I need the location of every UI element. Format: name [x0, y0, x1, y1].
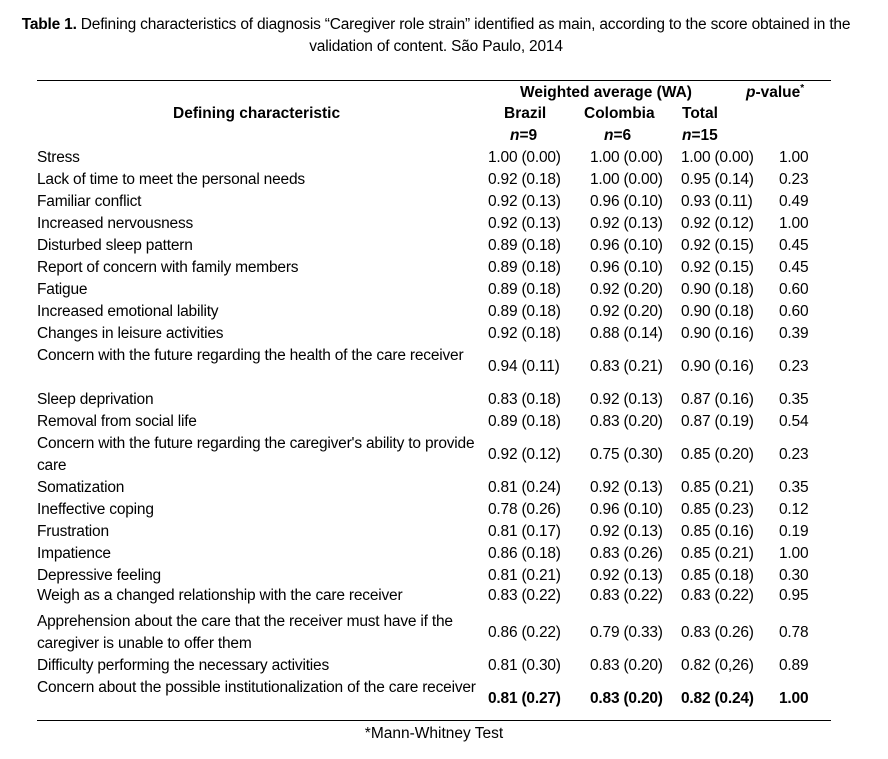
- brazil-value: 0.81 (0.27): [488, 690, 561, 707]
- brazil-value: 0.78 (0.26): [488, 501, 561, 518]
- colombia-value: 1.00 (0.00): [590, 171, 663, 188]
- colombia-value: 0.96 (0.10): [590, 237, 663, 254]
- table-row: [0, 433, 888, 477]
- total-value: 0.85 (0.20): [681, 446, 754, 463]
- table-row: [0, 611, 888, 655]
- brazil-value: 0.81 (0.24): [488, 479, 561, 496]
- total-value: 0.87 (0.16): [681, 391, 754, 408]
- characteristic-label: Difficulty performing the necessary activities: [37, 657, 330, 674]
- table-row: [0, 301, 888, 323]
- total-value: 0.87 (0.19): [681, 413, 754, 430]
- characteristic-label: Impatience: [37, 545, 111, 562]
- p-value-mark: *: [800, 82, 805, 94]
- colombia-value: 1.00 (0.00): [590, 149, 663, 166]
- characteristic-label: Concern about the possible institutionalization of the care receiver: [37, 679, 476, 696]
- table-row: [0, 323, 888, 345]
- brazil-value: 0.92 (0.13): [488, 215, 561, 232]
- colombia-value: 0.92 (0.20): [590, 303, 663, 320]
- characteristic-label: Concern with the future regarding the caregiver's ability to provide care: [37, 435, 475, 474]
- p-value: 0.23: [779, 446, 809, 463]
- total-value: 0.85 (0.21): [681, 479, 754, 496]
- characteristic-label: Increased nervousness: [37, 215, 194, 232]
- colombia-value: 0.75 (0.30): [590, 446, 663, 463]
- characteristic-label: Changes in leisure activities: [37, 325, 224, 342]
- p-value: 0.19: [779, 523, 809, 540]
- table-row: [0, 147, 888, 169]
- total-value: 0.85 (0.21): [681, 545, 754, 562]
- p-value: 0.45: [779, 259, 809, 276]
- brazil-value: 0.92 (0.13): [488, 193, 561, 210]
- colombia-value: 0.96 (0.10): [590, 259, 663, 276]
- total-value: 0.85 (0.18): [681, 567, 754, 584]
- characteristic-label: Apprehension about the care that the receiver must have if the caregiver is unable to offer them: [37, 613, 453, 652]
- colombia-value: 0.83 (0.22): [590, 587, 663, 604]
- total-value: 0.85 (0.23): [681, 501, 754, 518]
- top-rule: [37, 80, 831, 81]
- total-value: 0.83 (0.22): [681, 587, 754, 604]
- characteristic-label: Familiar conflict: [37, 193, 142, 210]
- total-value: 0.92 (0.15): [681, 237, 754, 254]
- colombia-value: 0.83 (0.20): [590, 657, 663, 674]
- brazil-value: 0.83 (0.18): [488, 391, 561, 408]
- brazil-value: 0.89 (0.18): [488, 237, 561, 254]
- colombia-n: n=6: [604, 127, 632, 144]
- total-value: 0.92 (0.15): [681, 259, 754, 276]
- characteristic-label: Weigh as a changed relationship with the care receiver: [37, 587, 403, 604]
- table-row: [0, 543, 888, 565]
- brazil-value: 0.92 (0.18): [488, 171, 561, 188]
- total-value: 0.93 (0.11): [681, 193, 753, 210]
- colombia-value: 0.92 (0.13): [590, 567, 663, 584]
- colombia-value: 0.88 (0.14): [590, 325, 663, 342]
- table-row: [0, 411, 888, 433]
- table-row: [0, 521, 888, 543]
- brazil-value: 0.89 (0.18): [488, 259, 561, 276]
- colombia-value: 0.83 (0.20): [590, 413, 663, 430]
- total-value: 0.90 (0.16): [681, 325, 754, 342]
- colombia-value: 0.96 (0.10): [590, 501, 663, 518]
- table-row: [0, 499, 888, 521]
- characteristic-label: Somatization: [37, 479, 125, 496]
- table-row: [0, 191, 888, 213]
- table-row: [0, 565, 888, 584]
- p-value: 0.89: [779, 657, 809, 674]
- p-value: 0.30: [779, 567, 809, 584]
- colombia-value: 0.96 (0.10): [590, 193, 663, 210]
- characteristic-label: Disturbed sleep pattern: [37, 237, 193, 254]
- colombia-header: Colombia: [584, 105, 655, 122]
- p-value: 0.78: [779, 624, 809, 641]
- total-value: 0.90 (0.18): [681, 303, 754, 320]
- colombia-value: 0.92 (0.13): [590, 391, 663, 408]
- characteristic-label: Fatigue: [37, 281, 88, 298]
- colombia-value: 0.92 (0.20): [590, 281, 663, 298]
- characteristic-label: Depressive feeling: [37, 567, 161, 584]
- table-footnote: *Mann-Whitney Test: [364, 725, 504, 742]
- total-value: 0.82 (0,26): [681, 657, 754, 674]
- total-value: 0.83 (0.26): [681, 624, 754, 641]
- brazil-value: 0.83 (0.22): [488, 587, 561, 604]
- p-value: 0.35: [779, 479, 809, 496]
- colombia-value: 0.92 (0.13): [590, 479, 663, 496]
- brazil-header: Brazil: [504, 105, 547, 122]
- p-value: 0.39: [779, 325, 809, 342]
- table-row: [0, 389, 888, 411]
- p-value: 0.95: [779, 587, 809, 604]
- colombia-value: 0.83 (0.20): [590, 690, 663, 707]
- characteristic-label: Report of concern with family members: [37, 259, 299, 276]
- p-value-header: [746, 83, 804, 103]
- total-value: 0.82 (0.24): [681, 690, 754, 707]
- table-row: [0, 279, 888, 301]
- characteristic-label: Lack of time to meet the personal needs: [37, 171, 305, 188]
- brazil-n: n=9: [510, 127, 538, 144]
- table-row: [0, 213, 888, 235]
- total-value: 0.90 (0.16): [681, 358, 754, 375]
- colombia-value: 0.92 (0.13): [590, 523, 663, 540]
- characteristic-label: Frustration: [37, 523, 109, 540]
- table-caption: [0, 14, 872, 58]
- brazil-value: 0.86 (0.22): [488, 624, 561, 641]
- total-value: 0.95 (0.14): [681, 171, 754, 188]
- defining-characteristic-header: Defining characteristic: [173, 105, 341, 122]
- p-value: 0.12: [779, 501, 809, 518]
- p-value: 0.45: [779, 237, 809, 254]
- characteristic-label: Sleep deprivation: [37, 391, 154, 408]
- table-row: [0, 677, 888, 721]
- p-value: 0.54: [779, 413, 809, 430]
- table-row: [0, 655, 888, 677]
- brazil-value: 0.81 (0.30): [488, 657, 561, 674]
- p-value: 1.00: [779, 149, 809, 166]
- characteristic-label: Ineffective coping: [37, 501, 154, 518]
- colombia-value: 0.83 (0.26): [590, 545, 663, 562]
- table-row: [0, 257, 888, 279]
- p-value-rest: -value: [755, 84, 801, 101]
- total-value: 0.90 (0.18): [681, 281, 754, 298]
- brazil-value: 0.86 (0.18): [488, 545, 561, 562]
- p-value: 0.35: [779, 391, 809, 408]
- brazil-value: 0.92 (0.18): [488, 325, 561, 342]
- brazil-value: 0.89 (0.18): [488, 413, 561, 430]
- brazil-value: 0.89 (0.18): [488, 303, 561, 320]
- characteristic-label: Removal from social life: [37, 413, 197, 430]
- bottom-rule: [37, 720, 831, 721]
- brazil-value: 0.89 (0.18): [488, 281, 561, 298]
- total-n: n=15: [682, 127, 718, 144]
- p-value: 0.23: [779, 358, 809, 375]
- p-value: 1.00: [779, 545, 809, 562]
- colombia-value: 0.79 (0.33): [590, 624, 663, 641]
- p-value: 0.60: [779, 281, 809, 298]
- colombia-value: 0.83 (0.21): [590, 358, 663, 375]
- total-value: 0.92 (0.12): [681, 215, 754, 232]
- p-value: 1.00: [779, 690, 809, 707]
- brazil-value: 0.94 (0.11): [488, 358, 560, 375]
- table-row: [0, 477, 888, 499]
- weighted-average-header: Weighted average (WA): [520, 84, 692, 101]
- table-row: [0, 345, 888, 389]
- brazil-value: 0.81 (0.17): [488, 523, 561, 540]
- p-value-italic: p: [746, 84, 756, 101]
- p-value: 0.60: [779, 303, 809, 320]
- table-caption-text: Defining characteristics of diagnosis “Caregiver role strain” identified as main, according to the score obtained in the validation of content. São Paulo, 2014: [80, 16, 851, 55]
- table-row: [0, 169, 888, 191]
- p-value: 0.23: [779, 171, 809, 188]
- table-caption-label: Table 1.: [21, 16, 77, 33]
- total-value: 1.00 (0.00): [681, 149, 754, 166]
- total-header: Total: [682, 105, 718, 122]
- p-value: 0.49: [779, 193, 809, 210]
- brazil-value: 0.81 (0.21): [488, 567, 561, 584]
- colombia-value: 0.92 (0.13): [590, 215, 663, 232]
- p-value: 1.00: [779, 215, 809, 232]
- characteristic-label: Stress: [37, 149, 80, 166]
- table-row: [0, 585, 888, 607]
- table-row: [0, 235, 888, 257]
- characteristic-label: Increased emotional lability: [37, 303, 219, 320]
- total-value: 0.85 (0.16): [681, 523, 754, 540]
- brazil-value: 0.92 (0.12): [488, 446, 561, 463]
- characteristic-label: Concern with the future regarding the health of the care receiver: [37, 347, 464, 364]
- brazil-value: 1.00 (0.00): [488, 149, 561, 166]
